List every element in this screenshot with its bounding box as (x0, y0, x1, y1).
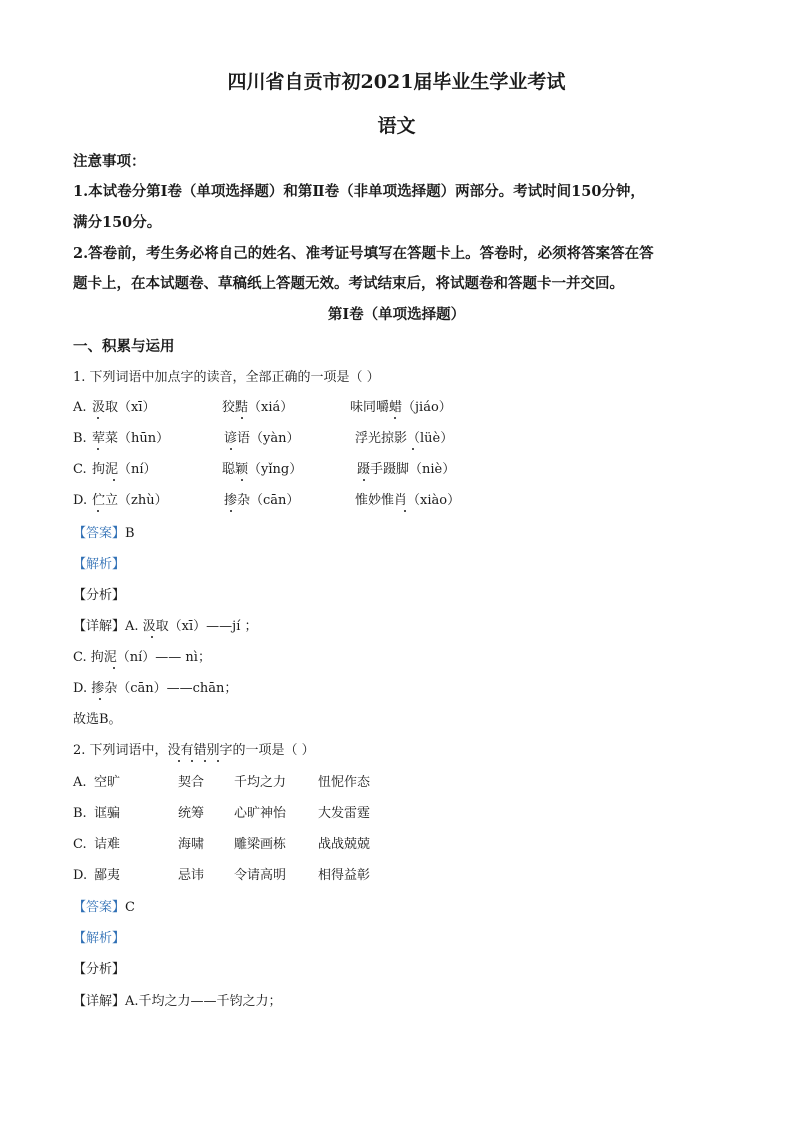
q1-option-a-word3: 味同嚼蜡（jiáo） (350, 400, 452, 415)
detail-text: A. 汲取（xī）——jí ； (125, 619, 258, 634)
part1-title: 第Ⅰ卷（单项选择题） (327, 306, 466, 323)
answer-tag: 【答案】 (73, 526, 126, 541)
q2-fenxi: 【分析】 (73, 962, 126, 977)
emphasis-dot (363, 479, 365, 481)
q2-option-a-label: A. (73, 775, 87, 790)
emphasis-dot (217, 760, 219, 762)
q1-detail-d: D. 掺杂（cān）——chān； (73, 681, 238, 696)
q1-stem: 1. 下列词语中加点字的读音，全部正确的一项是（ ） (73, 370, 380, 385)
answer-value: B (125, 526, 135, 541)
q2-option-b-word3: 心旷神怡 (234, 806, 287, 821)
answer-tag: 【答案】 (73, 900, 126, 915)
emphasis-dot (394, 417, 396, 419)
q1-option-d-label: D. (73, 493, 88, 508)
q2-option-a-word4: 忸怩作态 (318, 775, 371, 790)
q2-option-c-word4: 战战兢兢 (318, 837, 371, 852)
q2-answer (73, 898, 135, 918)
q1-option-b-word2: 谚语（yàn） (224, 431, 300, 446)
notice-heading: 注意事项： (73, 153, 146, 170)
q2-option-a-word3: 千均之力 (234, 775, 287, 790)
emphasis-dot (113, 667, 115, 669)
notice-item2-line1: 2.答卷前，考生务必将自己的姓名、准考证号填写在答题卡上。答卷时，必须将答案答在答 (73, 245, 654, 262)
emphasis-dot (404, 510, 406, 512)
q1-detail-c: C. 拘泥（ní）—— nì； (73, 650, 211, 665)
q1-conclusion: 故选B。 (73, 712, 122, 727)
q2-option-a-word1: 空旷 (94, 775, 121, 790)
emphasis-dot (97, 448, 99, 450)
emphasis-dot (204, 760, 206, 762)
emphasis-dot (97, 417, 99, 419)
exam-title: 四川省自贡市初2021届毕业生学业考试 (227, 71, 566, 93)
emphasis-dot (97, 510, 99, 512)
detail-tag: 【详解】 (73, 994, 126, 1009)
q2-option-d-word2: 忌讳 (178, 868, 205, 883)
q2-option-c-word2: 海啸 (178, 837, 205, 852)
emphasis-dot (178, 760, 180, 762)
q1-option-c-label: C. (73, 462, 87, 477)
q1-option-d-word2: 掺杂（cān） (224, 493, 300, 508)
q1-answer (73, 524, 135, 544)
emphasis-dot (151, 636, 153, 638)
q1-option-c-word2: 聪颖（yǐng） (222, 462, 303, 477)
q1-option-c-word3: 蹑手蹑脚（niè） (357, 462, 456, 477)
subject-title: 语文 (377, 115, 416, 137)
q1-option-b-label: B. (73, 431, 87, 446)
q2-option-a-word2: 契合 (178, 775, 205, 790)
q2-option-b-label: B. (73, 806, 87, 821)
emphasis-dot (241, 479, 243, 481)
q1-option-d-word1: 伫立（zhù） (92, 493, 168, 508)
q1-analysis-tag: 【解析】 (73, 557, 126, 572)
emphasis-dot (99, 698, 101, 700)
q2-stem: 2. 下列词语中，没有错别字的一项是（ ） (73, 743, 315, 758)
q1-option-a-word1: 汲取（xī） (92, 400, 156, 415)
q1-option-a-label: A. (73, 400, 87, 415)
answer-value: C (125, 900, 135, 915)
q2-option-d-word1: 鄙夷 (94, 868, 121, 883)
detail-text: A.千均之力——千钧之力； (125, 994, 282, 1009)
q2-option-b-word4: 大发雷霆 (318, 806, 371, 821)
emphasis-dot (412, 448, 414, 450)
q1-detail (73, 617, 257, 637)
detail-tag: 【详解】 (73, 619, 126, 634)
notice-item1-line2: 满分150分。 (73, 214, 162, 231)
q2-analysis-tag: 【解析】 (73, 931, 126, 946)
q1-fenxi: 【分析】 (73, 588, 126, 603)
emphasis-dot (191, 760, 193, 762)
emphasis-dot (113, 479, 115, 481)
section1-title: 一、积累与运用 (73, 338, 175, 355)
q1-option-d-word3: 惟妙惟肖（xiào） (355, 493, 461, 508)
q2-detail (73, 992, 282, 1012)
emphasis-dot (230, 510, 232, 512)
q2-option-b-word1: 诓骗 (94, 806, 121, 821)
q2-option-d-word3: 令请高明 (234, 868, 287, 883)
emphasis-dot (230, 448, 232, 450)
q2-option-b-word2: 统筹 (178, 806, 205, 821)
notice-item2-line2: 题卡上，在本试题卷、草稿纸上答题无效。考试结束后，将试题卷和答题卡一并交回。 (73, 275, 624, 292)
q2-option-d-word4: 相得益彰 (318, 868, 371, 883)
notice-item1-line1: 1.本试卷分第Ⅰ卷（单项选择题）和第Ⅱ卷（非单项选择题）两部分。考试时间150分钟， (73, 183, 645, 200)
q2-option-c-word1: 诘难 (94, 837, 121, 852)
q2-option-c-word3: 雕梁画栋 (234, 837, 287, 852)
q1-option-a-word2: 狡黠（xiá） (222, 400, 294, 415)
q2-option-d-label: D. (73, 868, 88, 883)
q1-option-b-word3: 浮光掠影（lüè） (355, 431, 454, 446)
q1-option-c-word1: 拘泥（ní） (92, 462, 157, 477)
q1-option-b-word1: 荤菜（hūn） (92, 431, 170, 446)
emphasis-dot (241, 417, 243, 419)
q2-option-c-label: C. (73, 837, 87, 852)
